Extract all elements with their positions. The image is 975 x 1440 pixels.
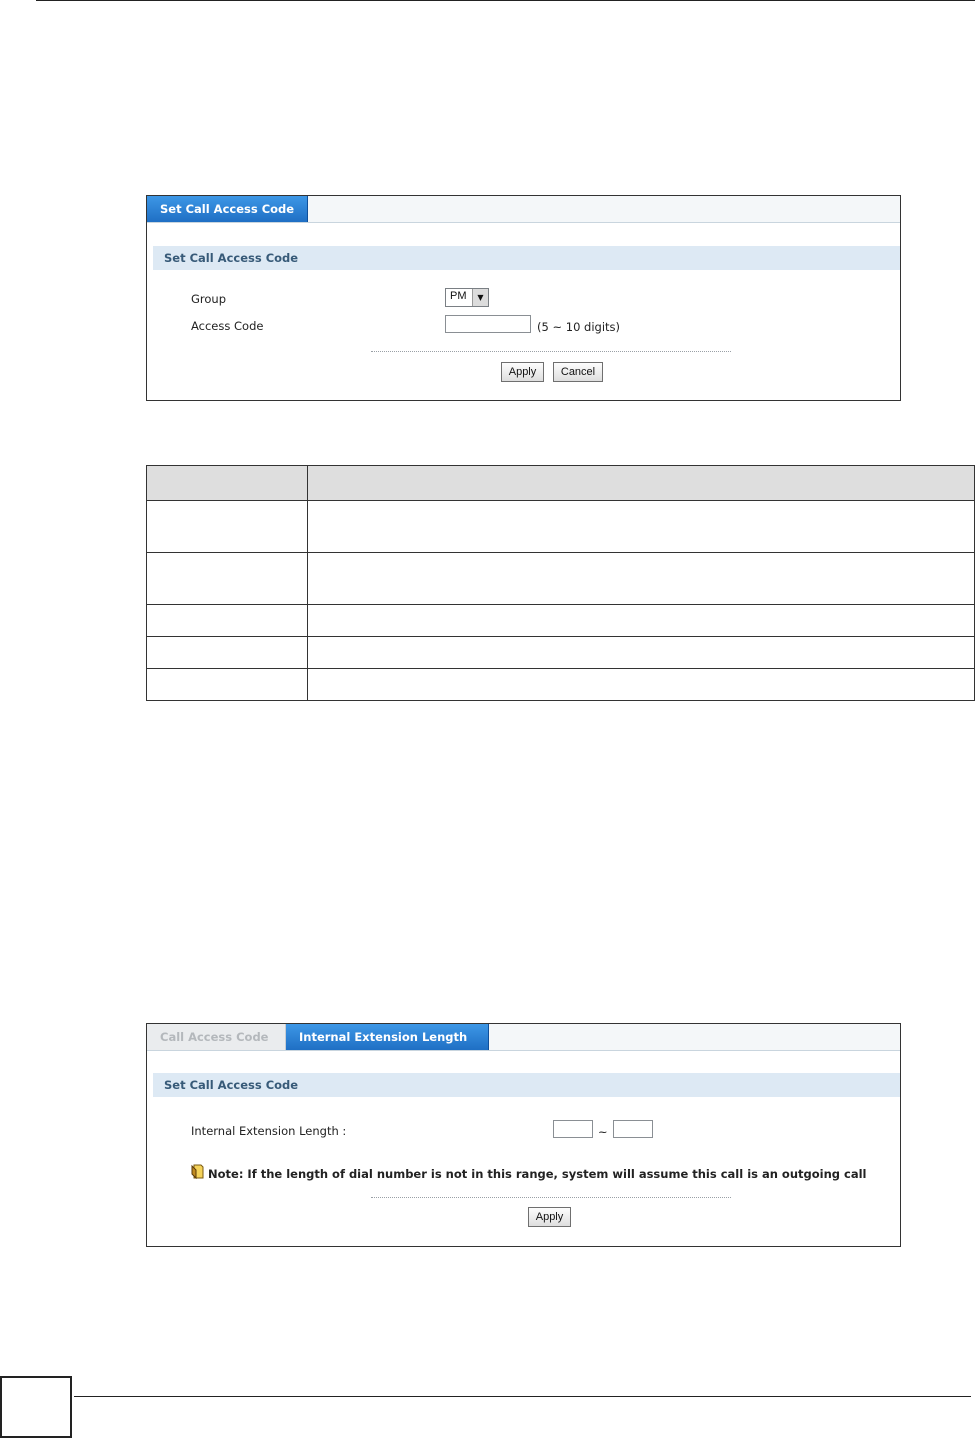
divider	[371, 351, 731, 352]
table-row	[147, 669, 975, 701]
tab-set-call-access-code[interactable]: Set Call Access Code	[147, 196, 308, 222]
section-title: Set Call Access Code	[153, 1073, 900, 1097]
note-icon	[191, 1164, 205, 1179]
tab-internal-extension-length[interactable]: Internal Extension Length	[286, 1024, 489, 1050]
page-number-box	[0, 1376, 72, 1438]
group-select-value: PM	[450, 290, 467, 302]
tab-call-access-code[interactable]: Call Access Code	[147, 1024, 286, 1050]
range-to-input[interactable]	[613, 1120, 653, 1138]
section-title: Set Call Access Code	[153, 246, 900, 270]
table-row	[147, 501, 975, 553]
set-call-access-code-panel	[146, 195, 901, 401]
cancel-button[interactable]: Cancel	[553, 362, 603, 382]
ext-length-label: Internal Extension Length :	[191, 1124, 347, 1138]
range-separator: ~	[598, 1125, 608, 1139]
table-row	[147, 553, 975, 605]
table-row	[147, 605, 975, 637]
header-rule	[36, 0, 975, 1]
divider	[371, 1197, 731, 1198]
table-row	[147, 637, 975, 669]
group-label: Group	[191, 292, 227, 306]
internal-extension-length-panel	[146, 1023, 901, 1247]
table-header-row	[147, 466, 975, 501]
footer-rule	[74, 1396, 971, 1397]
access-code-input[interactable]	[445, 315, 531, 333]
range-from-input[interactable]	[553, 1120, 593, 1138]
field-description-table	[146, 465, 975, 701]
tab-bar	[147, 1024, 900, 1051]
group-select[interactable]	[445, 288, 489, 307]
note-text: Note: If the length of dial number is not in this range, system will assume this call is an outgoing call	[208, 1167, 867, 1181]
apply-button[interactable]: Apply	[501, 362, 544, 382]
access-code-label: Access Code	[191, 319, 264, 333]
apply-button[interactable]: Apply	[528, 1207, 571, 1227]
chevron-down-icon[interactable]: ▼	[472, 289, 488, 306]
tab-bar	[147, 196, 900, 223]
access-code-hint: (5 ~ 10 digits)	[537, 320, 621, 334]
